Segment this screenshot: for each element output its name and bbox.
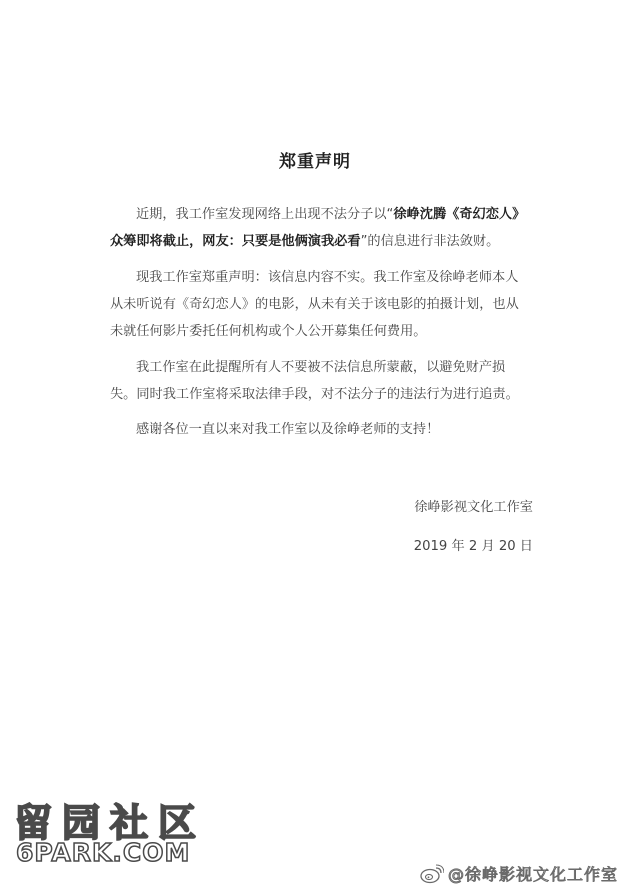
statement-date: 2019 年 2 月 20 日: [413, 539, 533, 554]
watermark-6park-url: 6PARK.COM: [16, 838, 191, 867]
page-title: 郑重声明: [279, 152, 351, 172]
paragraph-3: [110, 354, 530, 408]
watermark-6park-chars: 留园社区: [14, 800, 207, 845]
signature: 徐峥影视文化工作室: [414, 500, 533, 515]
paragraph-1-text-a: 近期，我工作室发现网络上出现不法分子以“: [136, 207, 394, 222]
weibo-watermark: [420, 862, 618, 885]
weibo-handle: @徐峥影视文化工作室: [447, 865, 618, 884]
paragraph-2: [110, 264, 530, 345]
paragraph-4: [110, 416, 530, 443]
paragraph-2-text: 现我工作室郑重声明：该信息内容不实。我工作室及徐峥老师本人从未听说有《奇幻恋人》的电影，从未有关于该电影的拍摄计划，也从未就任何影片委托任何机构或个人公开募集任何费用。: [110, 270, 519, 339]
paragraph-1-text-b: ”的信息进行非法敛财。: [360, 234, 500, 249]
paragraph-4-text: 感谢各位一直以来对我工作室以及徐峥老师的支持！: [136, 422, 440, 437]
weibo-icon: [420, 864, 444, 884]
paragraph-1-quoted-claim: 徐峥沈腾《奇幻恋人》众筹即将截止，网友：只要是他俩演我必看: [110, 207, 526, 249]
paragraph-3-text: 我工作室在此提醒所有人不要被不法信息所蒙蔽，以避免财产损失。同时我工作室将采取法律手段，对不法分子的违法行为进行追责。: [110, 360, 519, 402]
paragraph-1: [110, 201, 530, 255]
